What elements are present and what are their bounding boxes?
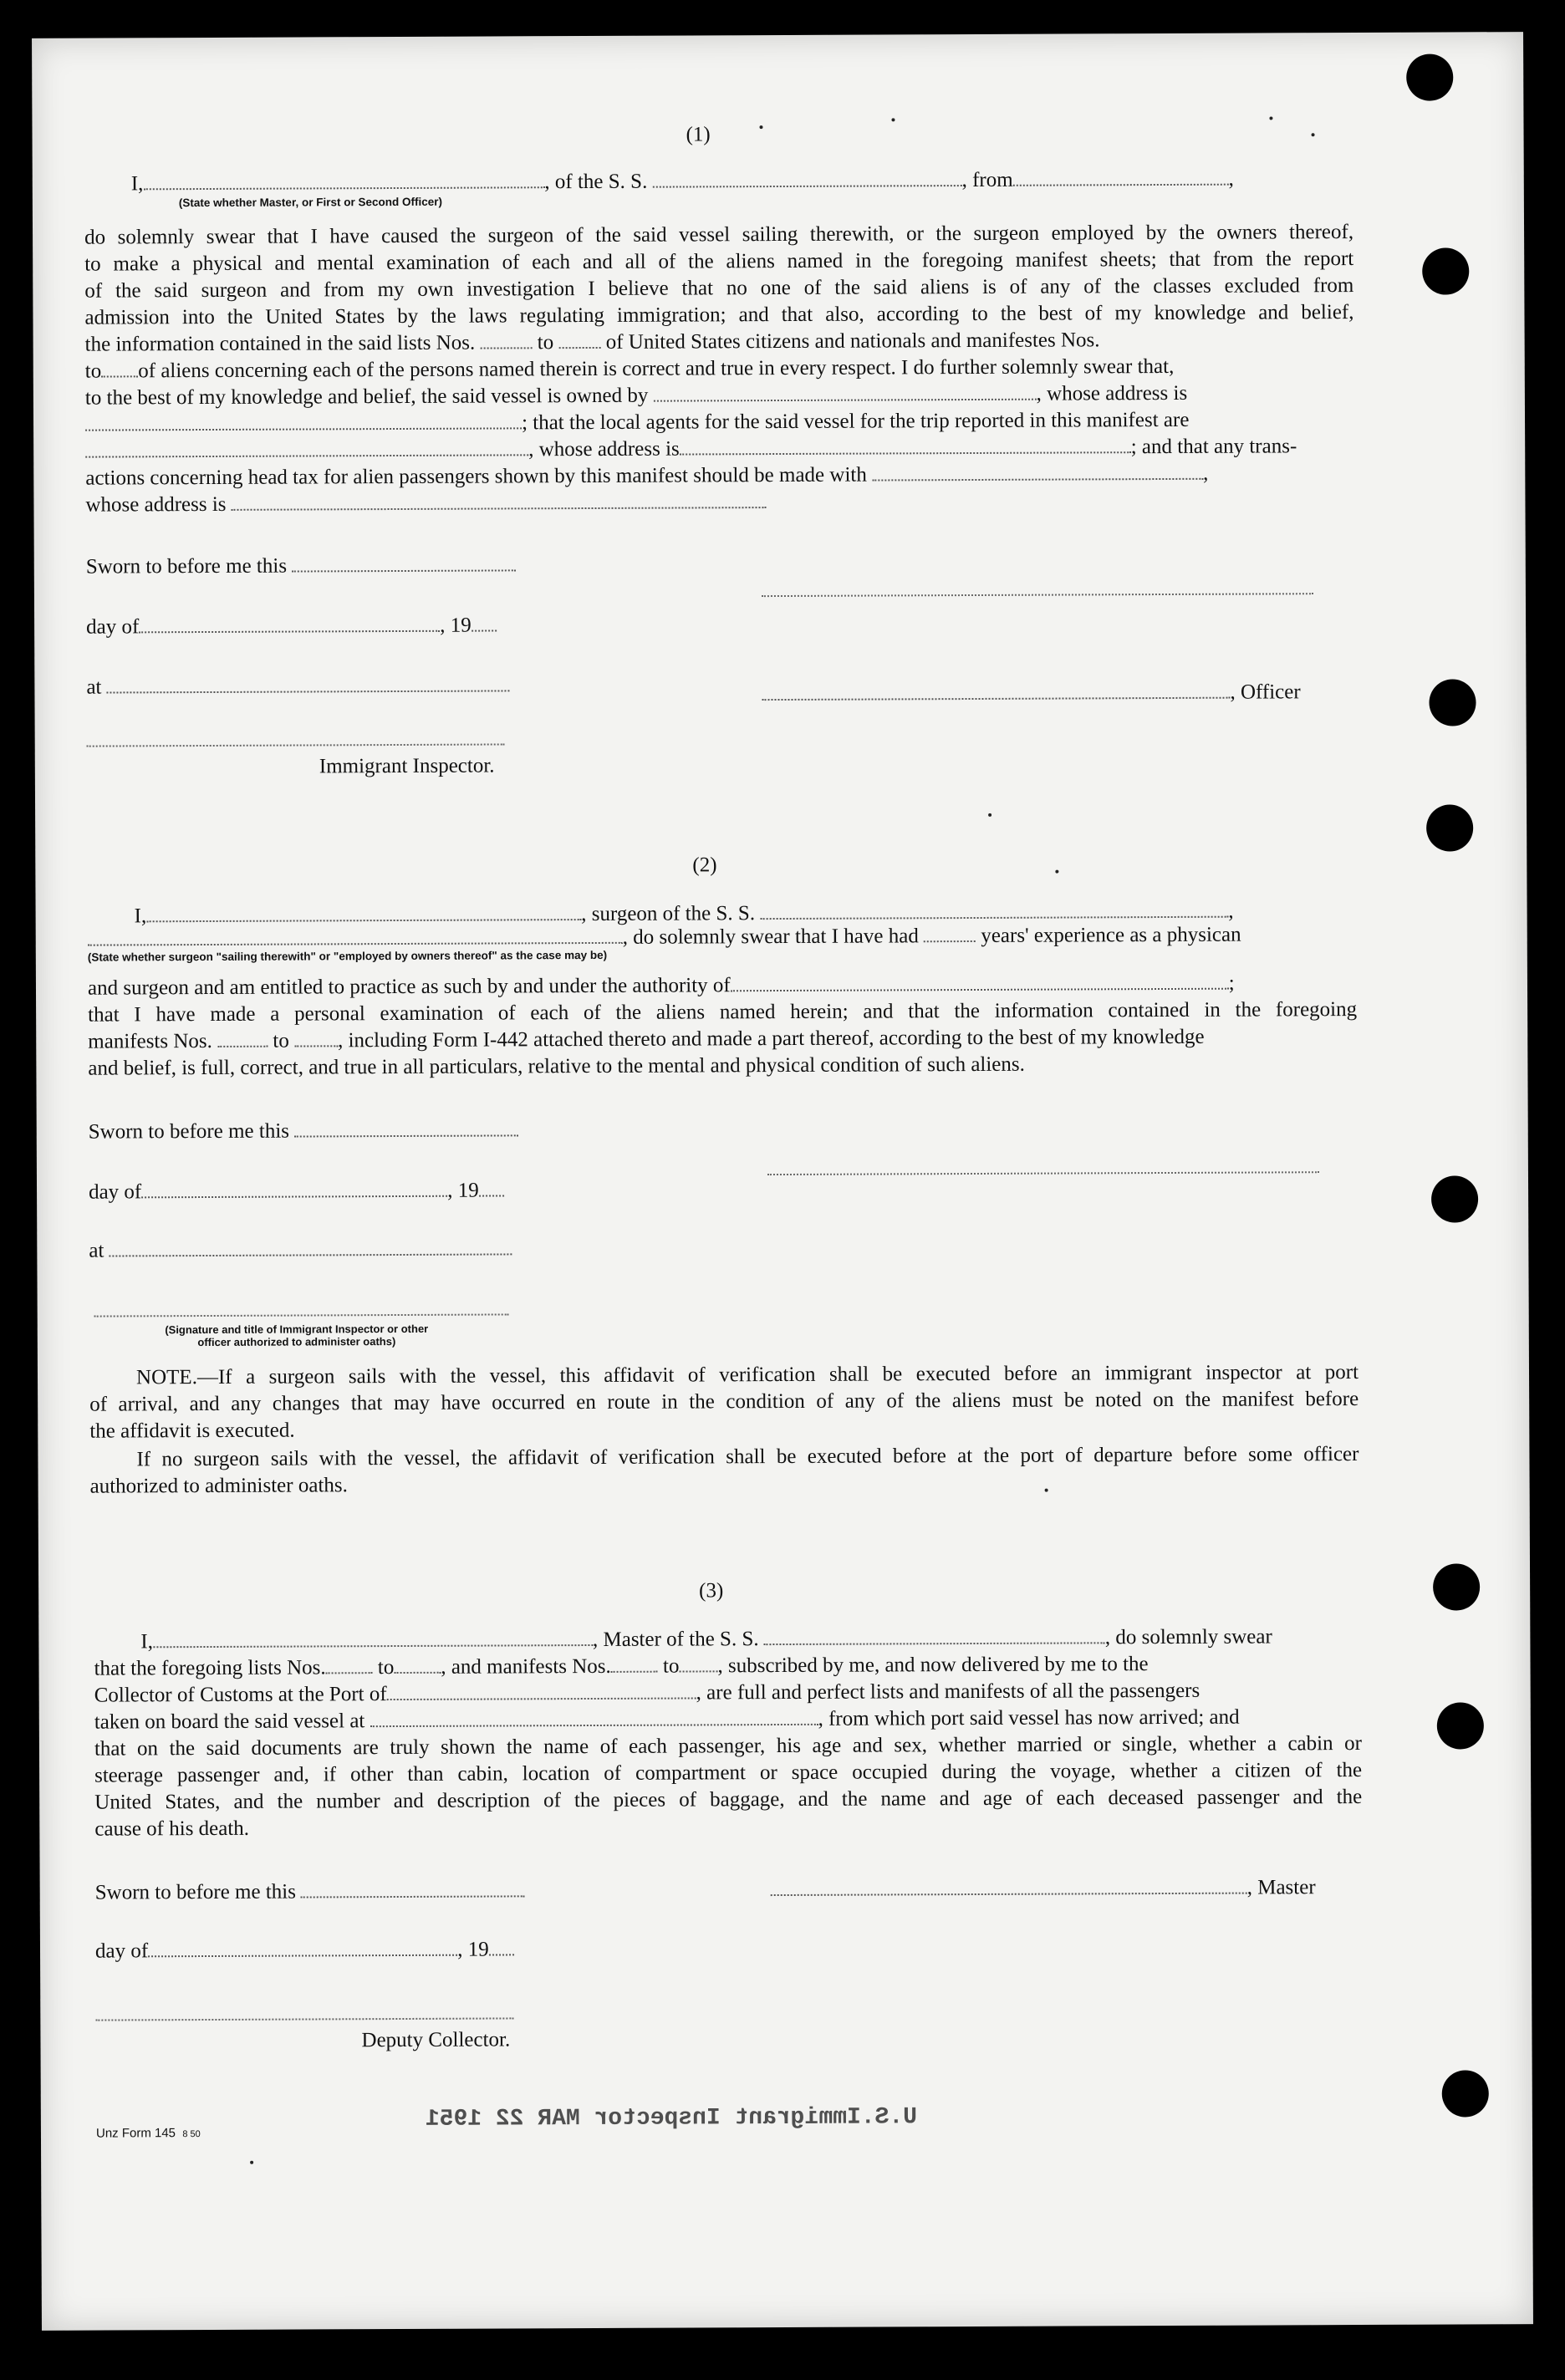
s2-surgeon-note: (State whether surgeon "sailing therewith" or "employed by owners thereof" as the case may be) [87, 948, 608, 964]
punch-hole [1437, 1702, 1484, 1749]
s1-para-line: do solemnly swear that I have caused the surgeon of the said vessel sailing therewith, or the surgeon employed by the owners thereof, [84, 221, 1354, 249]
speck [1045, 1489, 1048, 1492]
s1-inspector-line [87, 743, 505, 747]
s3-sworn: Sworn to before me this [95, 1878, 526, 1905]
section-1-number: (1) [686, 123, 711, 146]
s2-para-line: that I have made a personal examination of each of the aliens named herein; and that the information contained in the foregoing [88, 998, 1358, 1027]
s2-line-2: , do solemnly swear that I have had years' experience as a physican [88, 923, 1241, 953]
s2-line-1: I, , surgeon of the S. S. , [134, 900, 1234, 928]
s1-para-line: admission into the United States by the laws regulating immigration; and that also, according to the best of my knowledge and belief, [84, 301, 1354, 329]
s1-para-line: ; that the local agents for the said vessel for the trip reported in this manifest are [85, 408, 1189, 438]
s1-para-line: actions concerning head tax for alien passengers shown by this manifest should be made with , [85, 461, 1209, 490]
section-3-number: (3) [699, 1579, 724, 1603]
punch-hole [1433, 1563, 1480, 1610]
s1-para-line: to make a physical and mental examination of each and all of the aliens named in the foregoing manifest sheets; that from the report [84, 247, 1354, 276]
s1-inspector-label: Immigrant Inspector. [319, 754, 495, 778]
s2-signature-line [767, 1171, 1319, 1175]
s2-para-line: manifests Nos. to , including Form I-442 attached thereto and made a part thereof, according to the best of my knowledge [88, 1025, 1205, 1053]
s2-sworn: Sworn to before me this [89, 1118, 519, 1144]
s1-para-line: the information contained in the said lists Nos. to of United States citizens and nationals and manifestes Nos. [84, 329, 1100, 356]
inspector-stamp: U.S.Immigrant Inspector MAR 22 1951 [425, 2104, 918, 2133]
punch-hole [1429, 679, 1476, 726]
s1-line-1: I, , of the S. S. , from , [130, 167, 1234, 196]
s3-line-1: I, , Master of the S. S. , do solemnly swear [140, 1625, 1272, 1654]
speck [250, 2161, 253, 2164]
s1-signature-line [762, 593, 1313, 597]
s1-at: at [86, 673, 509, 700]
s2-note-line: of arrival, and any changes that may have occurred en route in the condition of any of the aliens must be noted on the manifest before [89, 1387, 1359, 1416]
s2-at: at [89, 1236, 512, 1263]
s2-signature-caption: (Signature and title of Immigrant Inspector or other officer authorized to administer oaths) [165, 1322, 429, 1349]
manifest-verification-form [32, 32, 1533, 2331]
s2-note-line: NOTE.—If a surgeon sails with the vessel, this affidavit of verification shall be executed before an immigrant inspector at port [135, 1360, 1359, 1389]
s2-para-line: and surgeon and am entitled to practice as such by and under the authority of ; [87, 971, 1235, 1000]
punch-hole [1406, 54, 1453, 100]
speck [891, 118, 895, 121]
s1-para-line: whose address is [85, 490, 766, 518]
s3-collector-line [95, 2017, 513, 2021]
speck [1269, 116, 1272, 120]
s3-collector-label: Deputy Collector. [361, 2028, 511, 2052]
speck [1055, 870, 1058, 874]
s3-line-2: that the foregoing lists Nos. to , and manifests Nos. to , subscribed by me, and now delivered by me to the [94, 1653, 1149, 1680]
s3-para-line: steerage passenger and, if other than cabin, location of compartment or space occupied during the voyage, whether a citizen of the [94, 1758, 1363, 1787]
speck [988, 813, 992, 817]
s2-note-line: If no surgeon sails with the vessel, the affidavit of verification shall be executed before at the port of departure before some officer [136, 1442, 1359, 1471]
s2-day-of: day of , 19 [89, 1178, 504, 1205]
s1-para-line: of the said surgeon and from my own investigation I believe that no one of the said aliens is of any of the classes excluded from [84, 274, 1354, 303]
s2-para-line: and belief, is full, correct, and true in all particulars, relative to the mental and physical condition of such aliens. [88, 1052, 1025, 1080]
speck [1312, 133, 1315, 136]
form-number: Unz Form 145 8 50 [95, 2126, 201, 2141]
s2-note-line: authorized to administer oaths. [89, 1474, 348, 1498]
s2-note-line: the affidavit is executed. [89, 1419, 295, 1443]
s3-line-3: Collector of Customs at the Port of , are full and perfect lists and manifests of all the passengers [94, 1679, 1201, 1707]
s3-master: , Master [771, 1875, 1316, 1903]
s1-officer-note: (State whether Master, or First or Second Officer) [178, 195, 442, 210]
punch-hole [1426, 804, 1473, 851]
speck [759, 125, 762, 129]
s1-sworn: Sworn to before me this [86, 553, 517, 579]
s1-para-line: to of aliens concerning each of the persons named therein is correct and true in every respect. I do further solemnly swear that, [84, 354, 1175, 383]
punch-hole [1431, 1175, 1478, 1222]
s1-para-line: to the best of my knowledge and belief, the said vessel is owned by , whose address is [84, 381, 1188, 410]
s2-signature-line-2 [94, 1313, 509, 1317]
s3-day-of: day of , 19 [95, 1937, 514, 1964]
s3-line-4: taken on board the said vessel at , from which port said vessel has now arrived; and [94, 1705, 1240, 1734]
s1-para-line: , whose address is ; and that any trans- [85, 434, 1297, 464]
s1-officer: , Officer [762, 680, 1300, 707]
s1-day-of: day of , 19 [86, 613, 497, 640]
punch-hole [1442, 2070, 1489, 2117]
s3-para-line: United States, and the number and description of the pieces of baggage, and the name and age of each deceased passenger and the [94, 1785, 1363, 1814]
punch-hole [1422, 247, 1469, 294]
section-2-number: (2) [692, 854, 717, 877]
s3-para-line: that on the said documents are truly shown the name of each passenger, his age and sex, whether married or single, whether a cabin or [94, 1731, 1362, 1761]
s3-para-line: cause of his death. [94, 1817, 250, 1841]
